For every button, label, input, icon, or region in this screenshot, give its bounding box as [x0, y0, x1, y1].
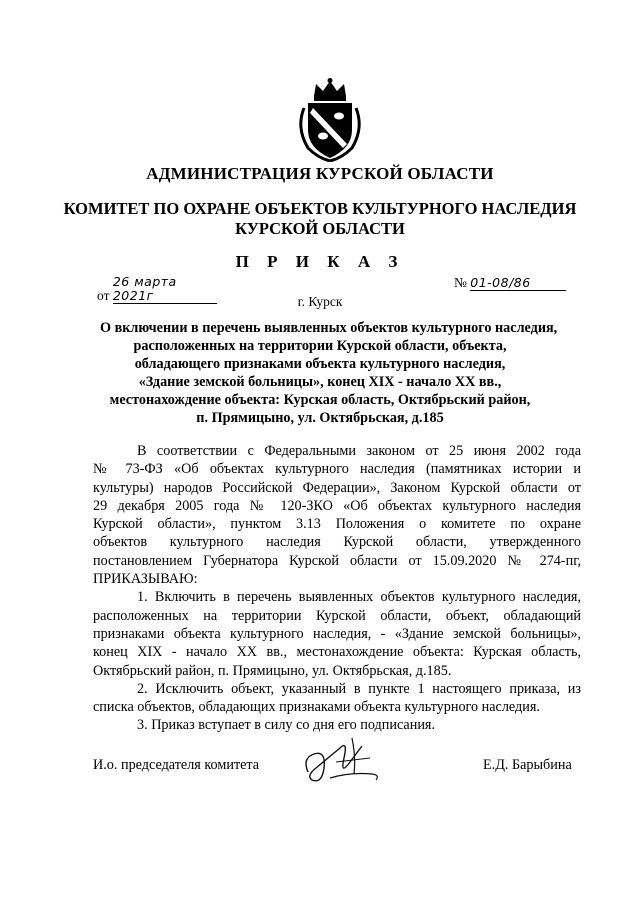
number-handwritten: 01-08/86 — [470, 276, 566, 291]
signer-name: Е.Д. Барыбина — [483, 757, 572, 773]
subject-line: расположенных на территории Курской области, объекта, — [133, 338, 507, 355]
signer-title: И.о. председателя комитета — [93, 757, 260, 773]
date-handwritten: 26 марта 2021г — [113, 275, 217, 304]
preamble-line: ПРИКАЗЫВАЮ: — [93, 571, 198, 588]
committee-heading-line2: КУРСКОЙ ОБЛАСТИ — [235, 219, 405, 238]
subject-line: «Здание земской больницы», конец XIX - начало XX вв., — [138, 374, 502, 391]
subject-line: п. Прямицыно, ул. Октябрьская, д.185 — [196, 410, 444, 427]
preamble-line: 29 декабря 2005 года № 120-ЗКО «Об объектах культурного наследия — [93, 497, 581, 514]
subject-line: обладающего признаками объекта культурного наследия, — [134, 356, 506, 373]
order-subject — [100, 319, 558, 428]
item1-line: расположенных на территории Курской области, объект, обладающий — [93, 607, 581, 624]
preamble-line: № 73-ФЗ «Об объектах культурного наследия (памятниках истории и — [93, 461, 581, 478]
document-type: П Р И К А З — [235, 252, 405, 271]
subject-line: О включении в перечень выявленных объектов культурного наследия, — [100, 320, 558, 336]
subject-line: местонахождение объекта: Курская область, Октябрьский район, — [109, 392, 531, 409]
item1-line: конец XIX - начало XX вв., местонахождение объекта: Курская область, — [93, 644, 581, 661]
committee-heading-line1: КОМИТЕТ ПО ОХРАНЕ ОБЪЕКТОВ КУЛЬТУРНОГО НАСЛЕДИЯ — [63, 199, 577, 218]
preamble-line: объектов культурного наследия Курской области, утвержденного — [93, 534, 581, 551]
preamble-line: культуры) народов Российской Федерации», Законом Курской области от — [93, 479, 581, 496]
preamble-line: постановлением Губернатора Курской области от 15.09.2020 № 274-пг, — [93, 552, 581, 569]
item1-line: 1. Включить в перечень выявленных объектов культурного наследия, — [137, 589, 581, 606]
item2-line: 2. Исключить объект, указанный в пункте 1 настоящего приказа, из — [137, 680, 581, 697]
date-prefix: от — [97, 288, 110, 303]
item1-line: признаками объекта культурного наследия, - «Здание земской больницы», — [93, 625, 581, 642]
committee-heading — [0, 199, 640, 239]
order-body — [93, 442, 581, 735]
preamble-line: В соответствии с Федеральными законом от 25 июня 2002 года — [137, 443, 581, 459]
administration-heading: АДМИНИСТРАЦИЯ КУРСКОЙ ОБЛАСТИ — [146, 164, 494, 183]
number-prefix: № — [454, 275, 467, 290]
item1-line: Октябрьский район, п. Прямицыно, ул. Октябрьская, д.185. — [93, 662, 452, 679]
item2-line: списка объектов, обладающих признаками объекта культурного наследия. — [93, 699, 540, 716]
order-number — [454, 275, 566, 291]
signature-icon — [300, 728, 386, 792]
item3-line: 3. Приказ вступает в силу со дня его подписания. — [137, 717, 435, 734]
city: г. Курск — [297, 294, 343, 309]
preamble-line: Курской области», пунктом 3.13 Положения о комитете по охране — [93, 516, 581, 533]
coat-of-arms-icon — [294, 78, 366, 162]
